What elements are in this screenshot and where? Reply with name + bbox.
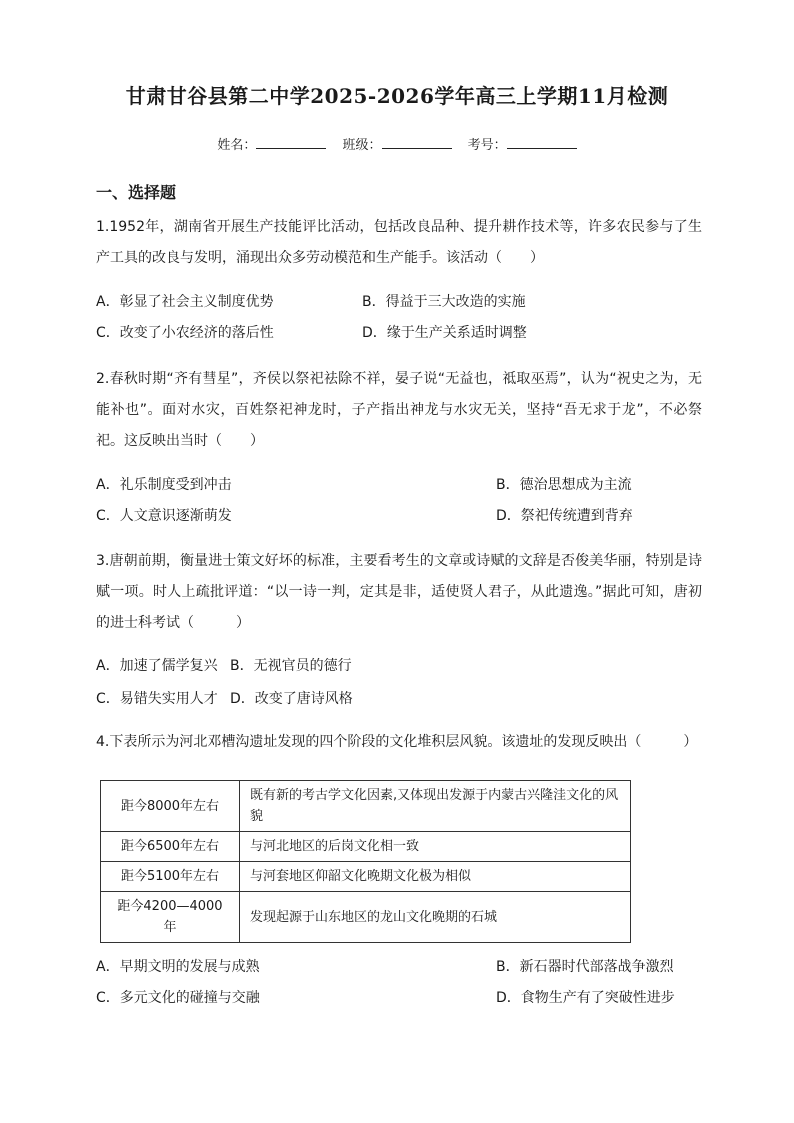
table-row	[101, 832, 631, 862]
question-1-option-a[interactable]: A．彰显了社会主义制度优势	[96, 294, 274, 310]
question-1-option-d[interactable]: D．缘于生产关系适时调整	[362, 325, 527, 341]
question-4-option-a[interactable]: A．早期文明的发展与成熟	[96, 959, 260, 975]
question-3-option-c[interactable]: C．易错失实用人才	[96, 691, 218, 707]
question-4-stem: 4.下表所示为河北邓槽沟遗址发现的四个阶段的文化堆积层风貌。该遗址的发现反映出（ ）	[96, 734, 698, 750]
name-label: 姓名：	[217, 138, 257, 153]
table-cell-period: 距今8000年左右	[101, 781, 240, 832]
table-cell-desc: 与河套地区仰韶文化晚期文化极为相似	[240, 862, 631, 892]
exam-no-blank[interactable]	[507, 136, 577, 149]
table-cell-desc: 既有新的考古学文化因素,又体现出发源于内蒙古兴隆洼文化的风貌	[240, 781, 631, 832]
table-row	[101, 862, 631, 892]
question-4-option-d[interactable]: D．食物生产有了突破性进步	[496, 990, 675, 1006]
question-2-stem: 2.春秋时期“齐有彗星”，齐侯以祭祀祛除不祥，晏子说“无益也，祗取巫焉”，认为“祝史之为，无能补也”。面对水灾，百姓祭祀神龙时，子产指出神龙与水灾无关，坚持“吾无求于龙”，不必祭祀。这反映出当时（ ）	[96, 371, 702, 449]
question-2-option-d[interactable]: D．祭祀传统遭到背弃	[496, 508, 633, 524]
question-2-option-c[interactable]: C．人文意识逐渐萌发	[96, 508, 232, 524]
exam-no-field	[468, 134, 577, 153]
class-field	[342, 134, 451, 153]
question-4-option-b[interactable]: B．新石器时代部落战争激烈	[496, 959, 674, 975]
question-3-option-b[interactable]: B．无视官员的德行	[230, 658, 352, 674]
question-1-option-c[interactable]: C．改变了小农经济的落后性	[96, 325, 274, 341]
table-cell-period: 距今5100年左右	[101, 862, 240, 892]
question-2-option-b[interactable]: B．德治思想成为主流	[496, 477, 632, 493]
class-label: 班级：	[342, 138, 382, 153]
question-1-option-b[interactable]: B．得益于三大改造的实施	[362, 294, 526, 310]
class-blank[interactable]	[382, 136, 452, 149]
culture-layer-table	[100, 780, 631, 943]
table-row	[101, 781, 631, 832]
question-4-option-c[interactable]: C．多元文化的碰撞与交融	[96, 990, 260, 1006]
name-field	[217, 134, 326, 153]
table-cell-desc: 与河北地区的后岗文化相一致	[240, 832, 631, 862]
question-2-option-a[interactable]: A．礼乐制度受到冲击	[96, 477, 232, 493]
section-title: 一、选择题	[96, 183, 177, 202]
question-1-stem: 1.1952年，湖南省开展生产技能评比活动，包括改良品种、提升耕作技术等，许多农民参与了生产工具的改良与发明，涌现出众多劳动模范和生产能手。该活动（ ）	[96, 219, 702, 266]
page-title: 甘肃甘谷县第二中学2025-2026学年高三上学期11月检测	[125, 84, 669, 108]
question-3-stem: 3.唐朝前期，衡量进士策文好坏的标准，主要看考生的文章或诗赋的文辞是否俊美华丽，特别是诗赋一项。时人上疏批评道：“以一诗一判，定其是非，适使贤人君子，从此遗逸。”据此可知，唐初的进士科考试（ ）	[96, 553, 702, 631]
table-cell-desc: 发现起源于山东地区的龙山文化晚期的石城	[240, 892, 631, 943]
table-cell-period: 距今6500年左右	[101, 832, 240, 862]
table-cell-period: 距今4200—4000年	[101, 892, 240, 943]
name-blank[interactable]	[256, 136, 326, 149]
student-info-line	[0, 134, 794, 153]
exam-no-label: 考号：	[467, 138, 507, 153]
question-3-option-d[interactable]: D．改变了唐诗风格	[230, 691, 353, 707]
table-row	[101, 892, 631, 943]
question-3-option-a[interactable]: A．加速了儒学复兴	[96, 658, 218, 674]
